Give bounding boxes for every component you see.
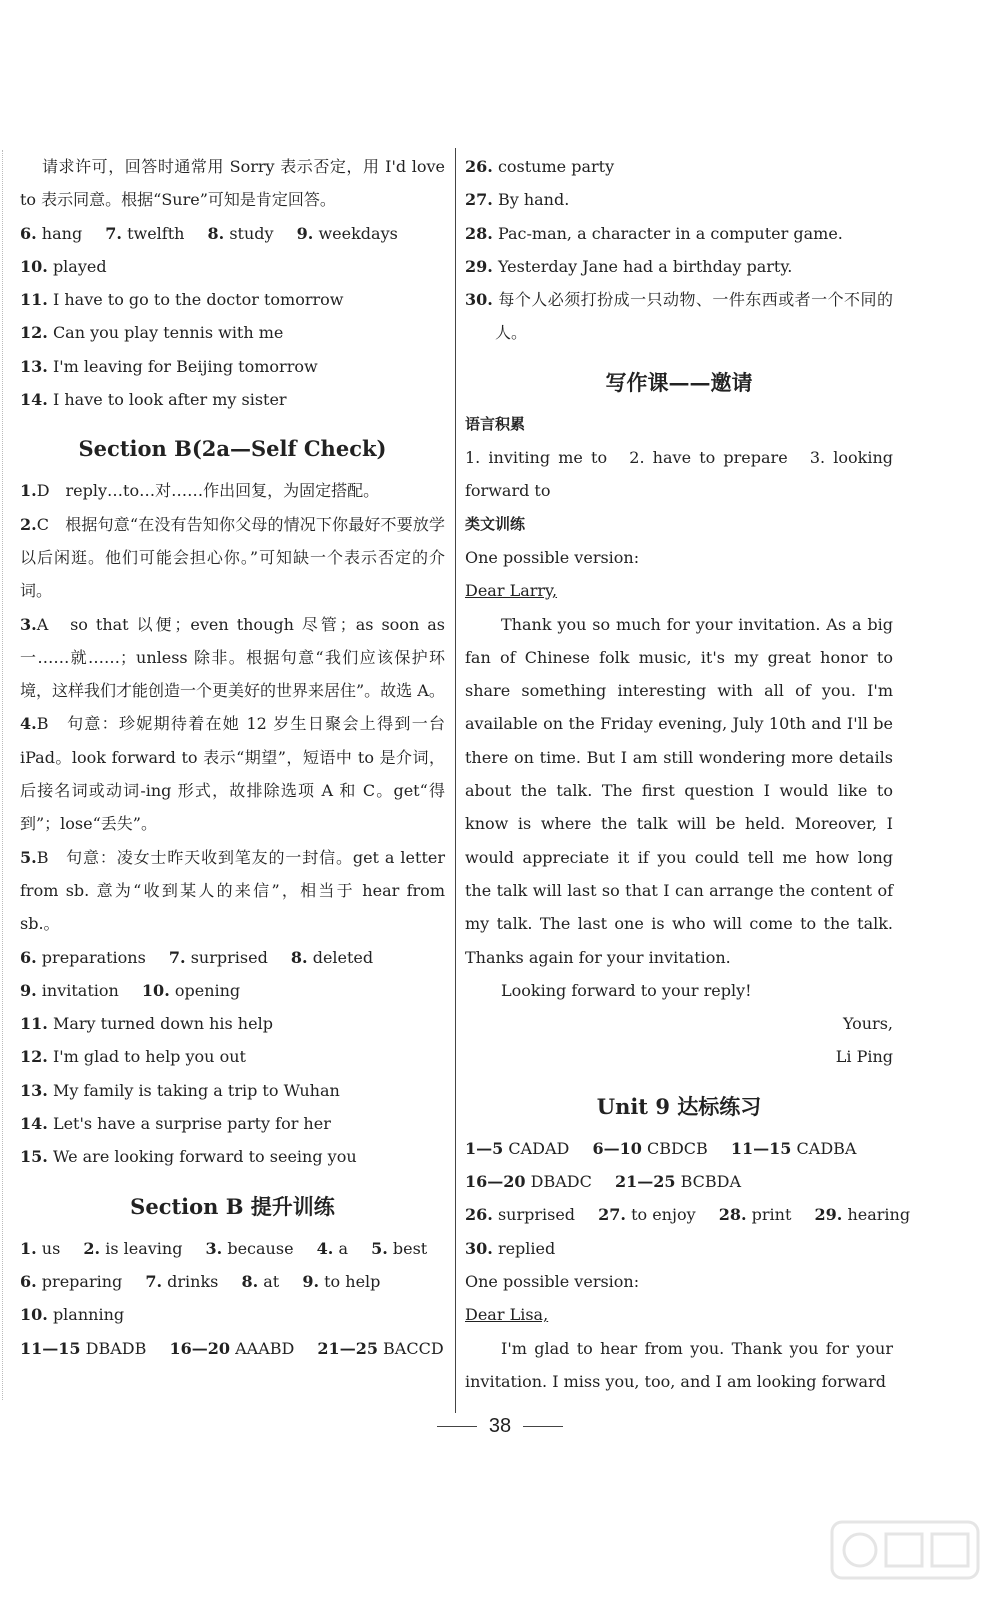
item-text: to enjoy — [631, 1205, 696, 1225]
answer-row — [465, 1165, 893, 1198]
item-number: 28. — [465, 223, 493, 243]
continuation-paragraph: 请求许可，回答时通常用 Sorry 表示否定，用 I'd love to 表示同意。根据“Sure”可知是肯定回答。 — [20, 157, 445, 210]
footer-rule — [437, 1426, 477, 1427]
item-text: best — [392, 1238, 428, 1258]
vocab-line: 1. inviting me to 2. have to prepare 3. looking forward to — [465, 448, 893, 501]
item-number: 6. — [20, 223, 37, 243]
answer-row — [20, 217, 445, 250]
answer-row — [20, 941, 445, 974]
item-number: 30. — [465, 290, 493, 310]
answer-item — [20, 250, 445, 283]
item-text: to help — [324, 1271, 381, 1291]
item-text: costume party — [497, 157, 615, 176]
letter-signature: Li Ping — [835, 1047, 893, 1067]
explain-item — [20, 474, 445, 507]
item-text: Yesterday Jane had a birthday party. — [497, 256, 793, 276]
item-number: 27. — [465, 190, 493, 210]
item-number: 2. — [83, 1238, 101, 1258]
item-text: is leaving — [105, 1238, 183, 1258]
item-text: print — [751, 1205, 792, 1225]
item-text: BCBDA — [680, 1172, 741, 1192]
item-number: 11—15 — [730, 1138, 792, 1158]
item-text: CADAD — [508, 1138, 570, 1158]
answer-item — [20, 283, 445, 316]
item-text: preparing — [41, 1271, 123, 1291]
answer-item — [20, 350, 445, 383]
item-number: 6. — [20, 947, 37, 967]
item-number: 3. — [205, 1238, 223, 1258]
item-number: 15. — [20, 1147, 48, 1167]
item-number: 1—5 — [465, 1138, 504, 1158]
item-number: 14. — [20, 1114, 48, 1134]
item-number: 4. — [20, 714, 37, 734]
item-text: C 根据句意“在没有告知你父母的情况下你最好不要放学以后闲逛。他们可能会担心你。”可知缺一个表示否定的介词。 — [20, 514, 445, 601]
item-number: 8. — [241, 1271, 259, 1291]
item-text: By hand. — [497, 190, 570, 210]
section-heading: Section B 提升训练 — [130, 1193, 335, 1219]
item-text: I have to go to the doctor tomorrow — [52, 290, 344, 310]
item-text: hearing — [847, 1205, 911, 1225]
subsection-label: 语言积累 — [465, 414, 526, 433]
item-number: 12. — [20, 323, 48, 343]
item-text: drinks — [167, 1271, 219, 1291]
item-number: 3. — [20, 614, 37, 634]
answer-item — [465, 283, 893, 350]
item-number: 16—20 — [169, 1338, 230, 1358]
answer-item — [20, 383, 445, 416]
binding-edge — [2, 150, 7, 1400]
item-text: Let's have a surprise party for her — [52, 1114, 331, 1134]
item-number: 13. — [20, 356, 48, 376]
answer-item — [20, 1074, 445, 1107]
explain-item — [20, 707, 445, 840]
item-number: 4. — [316, 1238, 334, 1258]
answer-item — [20, 1140, 445, 1173]
item-text: 每个人必须打扮成一只动物、一件东西或者一个不同的人。 — [495, 290, 893, 343]
item-text: I have to look after my sister — [52, 390, 287, 410]
item-text: I'm leaving for Beijing tomorrow — [52, 356, 318, 376]
item-text: DBADB — [85, 1338, 147, 1358]
item-text: surprised — [190, 947, 268, 967]
item-text: B 句意：珍妮期待着在她 12 岁生日聚会上得到一台iPad。look forward to 表示“期望”，短语中 to 是介词，后接名词或动词-ing 形式，故排除选项 A 和 C。get“得到”；lose“丢失”。 — [20, 714, 445, 834]
answer-item — [20, 1040, 445, 1073]
item-number: 5. — [371, 1238, 388, 1258]
item-number: 21—25 — [317, 1338, 378, 1358]
page-number: 38 — [488, 1415, 512, 1437]
item-text: My family is taking a trip to Wuhan — [52, 1080, 340, 1100]
item-number: 10. — [141, 980, 170, 1000]
letter-body: I'm glad to hear from you. Thank you for your invitation. I miss you, too, and I am looking forward — [465, 1338, 893, 1391]
item-number: 2. — [20, 514, 37, 534]
answer-row — [465, 1132, 893, 1165]
answer-item — [20, 316, 445, 349]
item-text: at — [263, 1271, 280, 1291]
item-number: 6—10 — [592, 1138, 642, 1158]
item-number: 16—20 — [465, 1172, 526, 1192]
answer-row — [20, 1232, 445, 1265]
letter-salutation: Dear Larry, — [465, 581, 558, 601]
answer-item — [465, 217, 893, 250]
answer-item — [465, 250, 893, 283]
item-text: a — [338, 1238, 348, 1258]
version-label: One possible version: — [465, 547, 640, 567]
item-text: Can you play tennis with me — [52, 323, 284, 343]
item-text: B 句意：凌女士昨天收到笔友的一封信。get a letter from sb. 意为“收到某人的来信”，相当于 hear from sb.。 — [20, 847, 445, 934]
item-text: Pac-man, a character in a computer game. — [497, 223, 843, 243]
section-heading: 写作课——邀请 — [605, 369, 753, 395]
version-label: One possible version: — [465, 1271, 640, 1291]
item-number: 10. — [20, 1305, 48, 1325]
item-text: us — [41, 1238, 61, 1258]
item-text: AAABD — [235, 1338, 295, 1358]
item-text: preparations — [41, 947, 146, 967]
item-number: 26. — [465, 157, 493, 176]
explain-item — [20, 508, 445, 608]
item-text: deleted — [312, 947, 374, 967]
watermark-logo — [830, 1520, 980, 1580]
item-number: 8. — [290, 947, 308, 967]
answer-row — [20, 1298, 445, 1331]
answer-item — [20, 1007, 445, 1040]
item-text: DBADC — [530, 1172, 592, 1192]
item-text: played — [52, 256, 107, 276]
column-divider — [455, 148, 456, 1413]
item-number: 9. — [296, 223, 314, 243]
letter-salutation: Dear Lisa, — [465, 1305, 549, 1325]
item-number: 28. — [718, 1205, 747, 1225]
item-text: CBDCB — [646, 1138, 708, 1158]
item-text: surprised — [497, 1205, 576, 1225]
section-heading: Unit 9 达标练习 — [596, 1093, 762, 1119]
answer-item — [20, 1107, 445, 1140]
item-number: 11. — [20, 290, 48, 310]
item-number: 12. — [20, 1047, 48, 1067]
answer-item — [465, 150, 893, 183]
subsection-label: 类文训练 — [465, 514, 526, 533]
item-number: 30. — [465, 1238, 493, 1258]
item-text: BACCD — [383, 1338, 444, 1358]
item-number: 11—15 — [20, 1338, 81, 1358]
page-footer — [0, 1415, 1000, 1438]
item-text: replied — [497, 1238, 556, 1258]
item-text: CADBA — [796, 1138, 857, 1158]
item-number: 21—25 — [614, 1172, 676, 1192]
section-heading: Section B(2a—Self Check) — [78, 436, 387, 462]
item-number: 7. — [168, 947, 186, 967]
item-number: 27. — [598, 1205, 626, 1225]
item-number: 8. — [207, 223, 225, 243]
item-text: planning — [52, 1305, 125, 1325]
item-number: 9. — [20, 980, 37, 1000]
item-number: 26. — [465, 1205, 493, 1225]
item-number: 6. — [20, 1271, 37, 1291]
item-text: opening — [174, 980, 241, 1000]
item-number: 10. — [20, 256, 48, 276]
answer-row — [20, 1332, 445, 1365]
item-number: 5. — [20, 847, 37, 867]
item-text: twelfth — [127, 223, 185, 243]
item-number: 29. — [465, 256, 493, 276]
letter-body: Thank you so much for your invitation. As a big fan of Chinese folk music, it's my great honor to share something interesting with all of you. I'm available on the Friday evening, July 10th and I'll be there on time. But I am still wondering more details about the talk. The first question I would like to know is where the talk will be held. Moreover, I would appreciate it if you could tell me how long the talk will last so that I can arrange the content of my talk. The last one is who will come to the talk. Thanks again for your invitation. — [465, 614, 893, 967]
item-number: 13. — [20, 1080, 48, 1100]
item-text: hang — [41, 223, 83, 243]
item-text: because — [227, 1238, 294, 1258]
item-text: invitation — [41, 980, 119, 1000]
letter-signoff: Yours, — [842, 1014, 893, 1034]
answer-row — [20, 974, 445, 1007]
item-text: study — [229, 223, 274, 243]
footer-rule — [523, 1426, 563, 1427]
explain-item — [20, 841, 445, 941]
item-text: We are looking forward to seeing you — [52, 1147, 357, 1167]
letter-closing-line: Looking forward to your reply! — [501, 980, 752, 1000]
item-number: 11. — [20, 1014, 48, 1034]
item-text: Mary turned down his help — [52, 1014, 273, 1034]
left-column — [20, 150, 445, 1365]
item-number: 7. — [105, 223, 122, 243]
answer-row — [465, 1232, 893, 1265]
right-column — [465, 150, 911, 1398]
item-number: 9. — [302, 1271, 320, 1291]
item-text: D reply…to…对……作出回复，为固定搭配。 — [36, 481, 380, 501]
item-number: 1. — [20, 481, 37, 501]
answer-row — [465, 1198, 911, 1231]
answer-item — [465, 183, 893, 216]
explain-item — [20, 608, 445, 708]
item-text: A so that 以便；even though 尽管；as soon as 一……就……；unless 除非。根据句意“我们应该保护环境，这样我们才能创造一个更美好的世界来居住”。故选 A。 — [20, 614, 445, 701]
answer-row — [20, 1265, 445, 1298]
item-text: weekdays — [318, 223, 398, 243]
item-number: 1. — [20, 1238, 37, 1258]
item-number: 7. — [145, 1271, 163, 1291]
item-text: I'm glad to help you out — [52, 1047, 246, 1067]
item-number: 29. — [814, 1205, 843, 1225]
item-number: 14. — [20, 390, 48, 410]
